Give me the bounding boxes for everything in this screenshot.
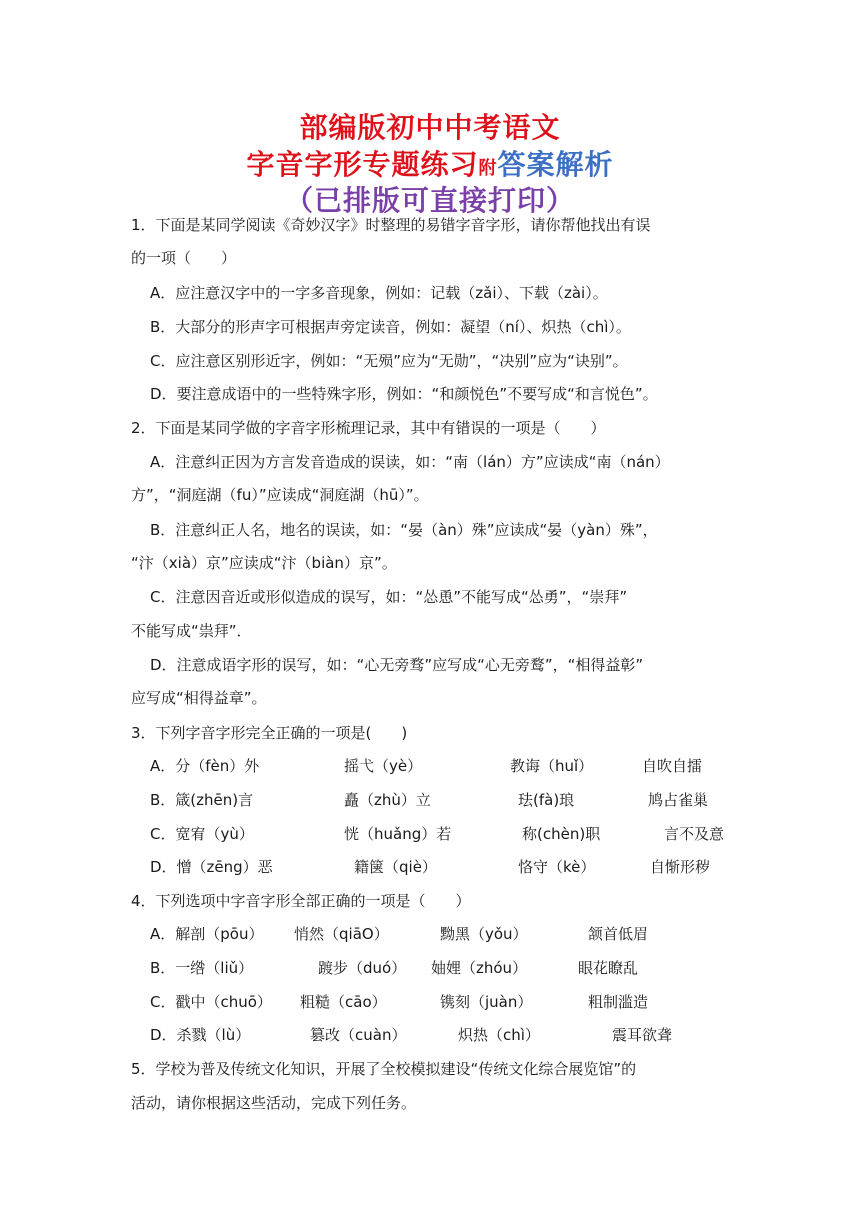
q3-d-word2: 籍箧（qiè）: [354, 858, 437, 876]
q4-d-word1: D．杀戮（lù）: [150, 1026, 251, 1044]
q4-d-word3: 炽热（chì）: [458, 1026, 540, 1044]
q3-c-word1: C．宽宥（yù）: [150, 825, 254, 843]
q4-a-word2: 悄然（qiāO）: [294, 925, 389, 943]
q3-c-word2: 恍（huǎng）若: [344, 825, 452, 843]
doc-print-note: （已排版可直接打印）: [284, 184, 575, 217]
q4-c-word2: 粗糙（cāo）: [300, 993, 387, 1011]
q3-c-word3: 称(chèn)职: [522, 825, 601, 843]
q4-a-word4: 颔首低眉: [588, 925, 649, 943]
q1-option-d: D．要注意成语中的一些特殊字形，例如：“和颜悦色”不要写成“和言悦色”。: [150, 385, 658, 403]
q3-a-word3: 教诲（huǐ）: [510, 757, 594, 775]
subtitle-main: 字音字形专题练习: [246, 148, 479, 181]
q3-c-word4: 言不及意: [664, 825, 725, 843]
q5-stem-cont: 活动，请你根据这些活动，完成下列任务。: [131, 1094, 417, 1112]
subtitle-answer: 答案解析: [497, 148, 614, 181]
q3-a-word4: 自吹自擂: [642, 757, 703, 775]
q4-d-word2: 篡改（cuàn）: [310, 1026, 407, 1044]
q5-stem: 5．学校为普及传统文化知识，开展了全校模拟建设“传统文化综合展览馆”的: [131, 1060, 637, 1078]
q3-b-word1: B．箴(zhēn)言: [150, 791, 254, 809]
q3-b-word3: 珐(fà)琅: [518, 791, 575, 809]
q3-d-word3: 恪守（kè）: [518, 858, 596, 876]
q2-option-a: A．注意纠正因为方言发音造成的误读，如：“南（lán）方”应读成“南（nán）: [150, 453, 670, 471]
q4-b-word4: 眼花瞭乱: [578, 959, 639, 977]
subtitle-fu: 附: [478, 158, 498, 179]
doc-subtitle: [0, 143, 860, 183]
q3-b-word4: 鸠占雀巢: [648, 791, 709, 809]
q2-option-d: D．注意成语字形的误写，如：“心无旁骛”应写成“心无旁鹜”，“相得益彰”: [150, 656, 644, 674]
q3-d-word1: D．憎（zēng）恶: [150, 858, 273, 876]
q3-a-word1: A．分（fèn）外: [150, 757, 260, 775]
q1-option-a: A．应注意汉字中的一字多音现象，例如：记载（zǎi）、下载（zài）。: [150, 284, 608, 302]
q3-d-word4: 自惭形秽: [650, 858, 711, 876]
q4-a-word1: A．解剖（pōu）: [150, 925, 264, 943]
q4-c-word1: C．戳中（chuō）: [150, 993, 272, 1011]
q3-b-word2: 矗（zhù）立: [344, 791, 431, 809]
q4-a-word3: 黝黑（yǒu）: [440, 925, 528, 943]
q2-stem: 2．下面是某同学做的字音字形梳理记录，其中有错误的一项是（ ）: [131, 419, 606, 437]
q1-stem-cont: 的一项（ ）: [131, 249, 237, 267]
q3-a-word2: 摇弋（yè）: [344, 757, 423, 775]
q2-option-c: C．注意因音近或形似造成的误写，如：“怂恿”不能写成“怂勇”，“崇拜”: [150, 588, 628, 606]
q2-option-b-cont: “汴（xià）京”应读成“汴（biàn）京”。: [131, 554, 397, 572]
doc-title: 部编版初中中考语文: [299, 111, 561, 144]
q1-stem: 1．下面是某同学阅读《奇妙汉字》时整理的易错字音字形，请你帮他找出有误: [131, 216, 651, 234]
q2-option-d-cont: 应写成“相得益章”。: [131, 689, 267, 707]
q2-option-a-cont: 方”，“洞庭湖（fu）”应读成“洞庭湖（hū）”。: [131, 486, 429, 504]
q4-c-word3: 镌刻（juàn）: [440, 993, 533, 1011]
q1-option-c: C．应注意区别形近字，例如：“无殒”应为“无勋”，“决别”应为“诀别”。: [150, 352, 628, 370]
q3-stem: 3．下列字音字形完全正确的一项是( ): [131, 724, 408, 742]
q4-c-word4: 粗制滥造: [588, 993, 649, 1011]
q4-d-word4: 震耳欲聋: [612, 1026, 673, 1044]
q1-option-b: B．大部分的形声字可根据声旁定读音，例如：凝望（ní）、炽热（chì）。: [150, 318, 631, 336]
q2-option-c-cont: 不能写成“祟拜”．: [131, 622, 252, 640]
q2-option-b: B．注意纠正人名，地名的误读，如：“晏（àn）殊”应读成“晏（yàn）殊”，: [150, 521, 658, 539]
q4-b-word3: 妯娌（zhóu）: [431, 959, 528, 977]
q4-stem: 4．下列选项中字音字形全部正确的一项是（ ）: [131, 892, 471, 910]
q4-b-word1: B．一绺（liǔ）: [150, 959, 254, 977]
q4-b-word2: 踱步（duó）: [318, 959, 407, 977]
